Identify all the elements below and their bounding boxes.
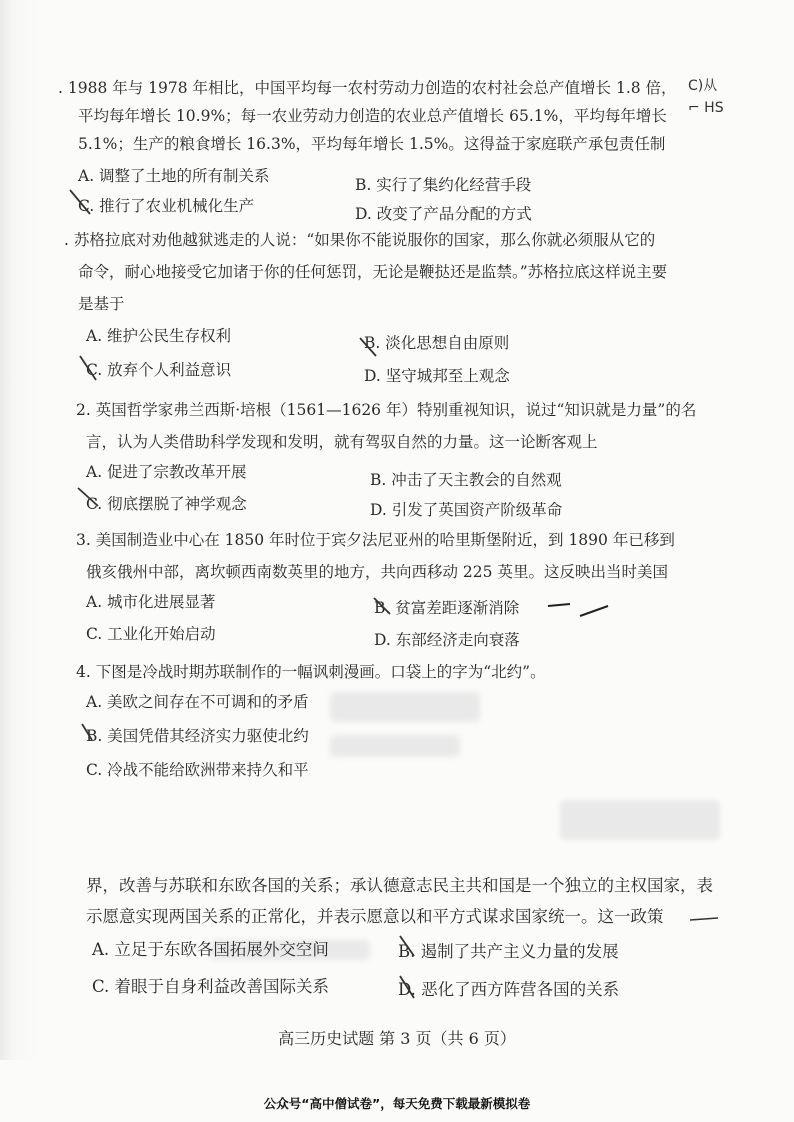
question-text: 是基于 — [78, 295, 125, 313]
pen-stroke-icon — [548, 604, 608, 616]
side-fragment-2: ⌐ HS — [688, 100, 724, 116]
option-b: B. 冲击了天主教会的自然观 — [370, 471, 562, 489]
question-text: 5.1%；生产的粮食增长 16.3%，平均每年增长 1.5%。这得益于家庭联产承包责任制 — [78, 135, 666, 153]
question-text: 2. 英国哲学家弗兰西斯·培根（1561—1626 年）特别重视知识，说过“知识就是力量”的名 — [76, 401, 697, 419]
option-c: C. 彻底摆脱了神学观念 — [86, 495, 247, 513]
question-text: . 1988 年与 1978 年相比，中国平均每一农村劳动力创造的农村社会总产值增长 1.8 倍， — [58, 79, 677, 97]
question-text: . 苏格拉底对劝他越狱逃走的人说：“如果你不能说服你的国家，那么你就必须服从它的 — [64, 231, 656, 249]
pen-slash-icon — [374, 598, 390, 614]
side-fragment-1: C)从 — [688, 78, 718, 94]
page-footer: 高三历史试题 第 3 页（共 6 页） — [278, 1029, 516, 1048]
question-text: 命令，耐心地接受它加诸于你的任何惩罚，无论是鞭挞还是监禁。”苏格拉底这样说主要 — [78, 263, 668, 281]
question-text: 界，改善与苏联和东欧各国的关系；承认德意志民主共和国是一个独立的主权国家，表 — [86, 876, 713, 895]
question-text: 4. 下图是冷战时期苏联制作的一幅讽刺漫画。口袋上的字为“北约”。 — [76, 663, 546, 681]
option-c: C. 放弃个人利益意识 — [86, 361, 232, 379]
question-text: 言，认为人类借助科学发现和发明，就有驾驭自然的力量。这一论断客观上 — [86, 433, 598, 451]
pen-slash-icon — [70, 190, 90, 214]
option-b: B. 遏制了共产主义力量的发展 — [398, 942, 619, 961]
option-b: B. 美国凭借其经济实力驱使北约 — [86, 727, 309, 745]
pen-slash-icon — [360, 338, 376, 356]
pen-slash-icon — [400, 976, 414, 998]
option-a: A. 立足于东欧各国拓展外交空间 — [92, 940, 329, 959]
option-a: A. 美欧之间存在不可调和的矛盾 — [86, 693, 309, 711]
pen-slash-icon — [82, 724, 92, 740]
option-a: A. 调整了土地的所有制关系 — [78, 167, 270, 185]
option-c: C. 工业化开始启动 — [86, 625, 216, 643]
option-a: A. 城市化进展显著 — [86, 593, 216, 611]
pen-stroke-icon — [690, 918, 718, 920]
option-c: C. 冷战不能给欧洲带来持久和平 — [86, 761, 309, 779]
option-a: A. 维护公民生存权利 — [86, 327, 232, 345]
watermark-text: 公众号“高中僧试卷”，每天免费下载最新模拟卷 — [263, 1096, 531, 1111]
pen-slash-icon — [400, 936, 414, 956]
question-text: 示愿意实现两国关系的正常化，并表示愿意以和平方式谋求国家统一。这一政策 — [86, 907, 664, 926]
pen-slash-icon — [78, 488, 98, 506]
question-text: 俄亥俄州中部，离坎顿西南数英里的地方，共向西移动 225 英里。这反映出当时美国 — [86, 563, 668, 581]
option-d: D. 坚守城邦至上观念 — [364, 367, 510, 385]
option-d: D. 引发了英国资产阶级革命 — [370, 501, 563, 519]
option-d: D. 东部经济走向衰落 — [374, 631, 520, 649]
pen-slash-icon — [80, 356, 96, 380]
option-a: A. 促进了宗教改革开展 — [86, 463, 247, 481]
option-d: D. 改变了产品分配的方式 — [355, 205, 532, 223]
option-b: B. 贫富差距逐渐消除 — [374, 599, 520, 617]
option-b: B. 实行了集约化经营手段 — [355, 176, 532, 194]
question-text: 3. 美国制造业中心在 1850 年时位于宾夕法尼亚州的哈里斯堡附近，到 1890 年已移到 — [76, 531, 675, 549]
option-b: B. 淡化思想自由原则 — [364, 334, 510, 352]
option-c: C. 推行了农业机械化生产 — [78, 197, 255, 215]
option-c: C. 着眼于自身利益改善国际关系 — [92, 977, 330, 996]
question-text: 平均每年增长 10.9%；每一农业劳动力创造的农业总产值增长 65.1%，平均每年增长 — [78, 107, 667, 125]
option-d: D. 恶化了西方阵营各国的关系 — [398, 980, 620, 999]
